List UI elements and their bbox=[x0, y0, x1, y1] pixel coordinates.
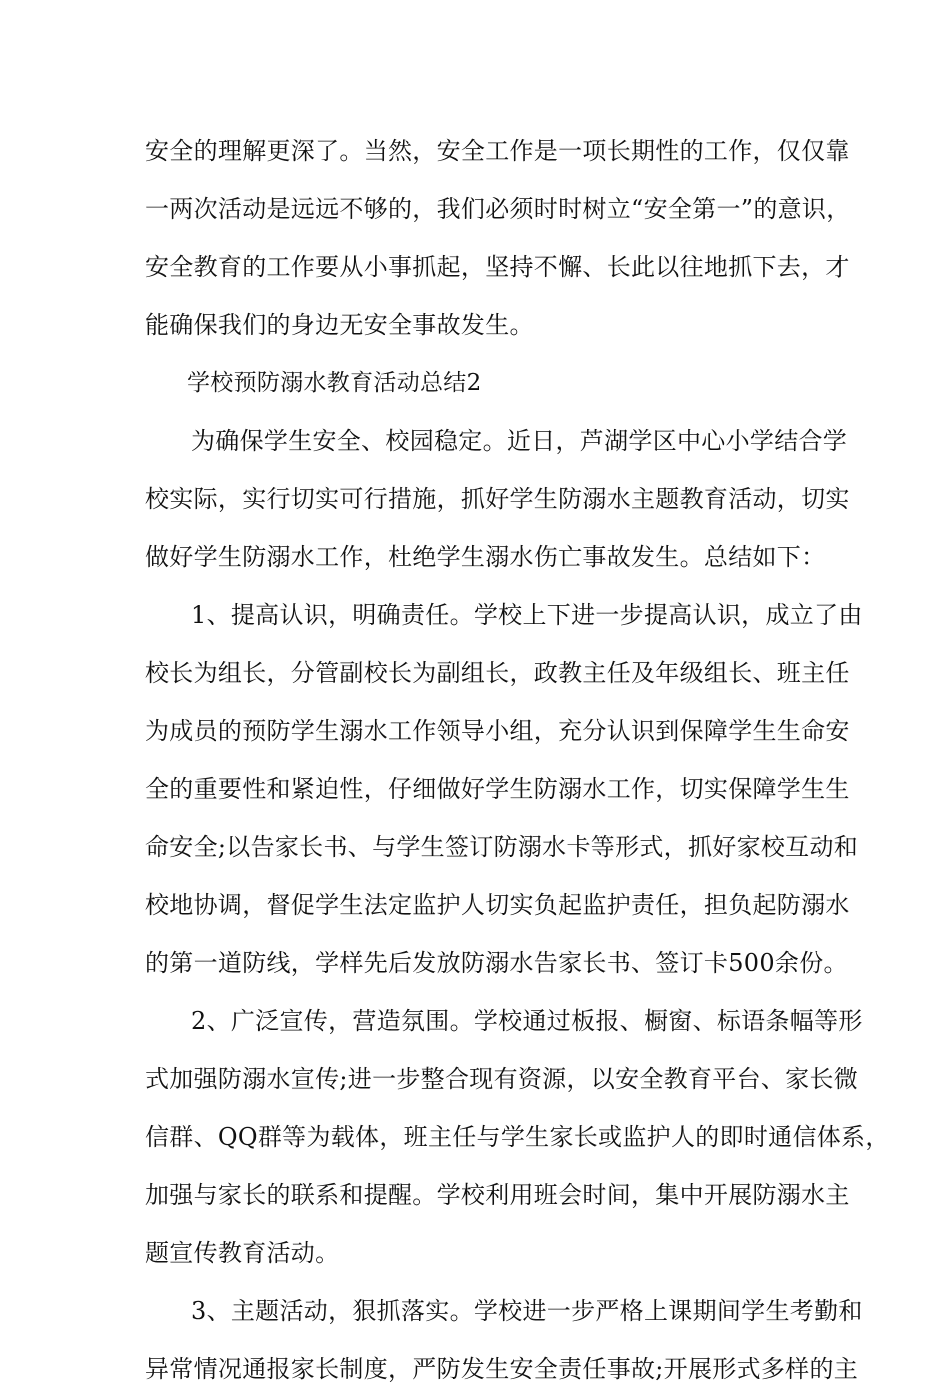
text-line: 的第一道防线，学样先后发放防溺水告家长书、签订卡500余份。 bbox=[145, 949, 848, 977]
text-line: 校地协调，督促学生法定监护人切实负起监护责任，担负起防溺水 bbox=[145, 891, 850, 919]
text-line: 3、主题活动，狠抓落实。学校进一步严格上课期间学生考勤和 bbox=[191, 1297, 863, 1325]
text-line: 式加强防溺水宣传;进一步整合现有资源，以安全教育平台、家长微 bbox=[145, 1065, 859, 1093]
text-line: 信群、QQ群等为载体，班主任与学生家长或监护人的即时通信体系， bbox=[145, 1123, 890, 1151]
text-line: 加强与家长的联系和提醒。学校利用班会时间，集中开展防溺水主 bbox=[145, 1181, 850, 1209]
text-line: 全的重要性和紧迫性，仔细做好学生防溺水工作，切实保障学生生 bbox=[145, 775, 850, 803]
text-line: 题宣传教育活动。 bbox=[145, 1239, 340, 1267]
text-line: 为确保学生安全、校园稳定。近日，芦湖学区中心小学结合学 bbox=[191, 427, 848, 455]
text-line: 校实际，实行切实可行措施，抓好学生防溺水主题教育活动，切实 bbox=[145, 485, 850, 513]
text-line: 异常情况通报家长制度，严防发生安全责任事故;开展形式多样的主 bbox=[145, 1355, 859, 1383]
text-line: 命安全;以告家长书、与学生签订防溺水卡等形式，抓好家校互动和 bbox=[145, 833, 859, 861]
text-line: 安全教育的工作要从小事抓起，坚持不懈、长此以往地抓下去，才 bbox=[145, 253, 850, 281]
text-line: 2、广泛宣传，营造氛围。学校通过板报、橱窗、标语条幅等形 bbox=[191, 1007, 863, 1035]
text-line: 1、提高认识，明确责任。学校上下进一步提高认识，成立了由 bbox=[191, 601, 863, 629]
text-line: 做好学生防溺水工作，杜绝学生溺水伤亡事故发生。总结如下： bbox=[145, 543, 826, 571]
text-line: 校长为组长，分管副校长为副组长，政教主任及年级组长、班主任 bbox=[145, 659, 850, 687]
section-heading: 学校预防溺水教育活动总结2 bbox=[187, 370, 482, 396]
text-line: 为成员的预防学生溺水工作领导小组，充分认识到保障学生生命安 bbox=[145, 717, 850, 745]
text-line: 安全的理解更深了。当然，安全工作是一项长期性的工作，仅仅靠 bbox=[145, 137, 850, 165]
text-line: 能确保我们的身边无安全事故发生。 bbox=[145, 311, 534, 339]
text-line: 一两次活动是远远不够的，我们必须时时树立“安全第一”的意识， bbox=[145, 195, 851, 223]
document-page bbox=[145, 122, 890, 1398]
